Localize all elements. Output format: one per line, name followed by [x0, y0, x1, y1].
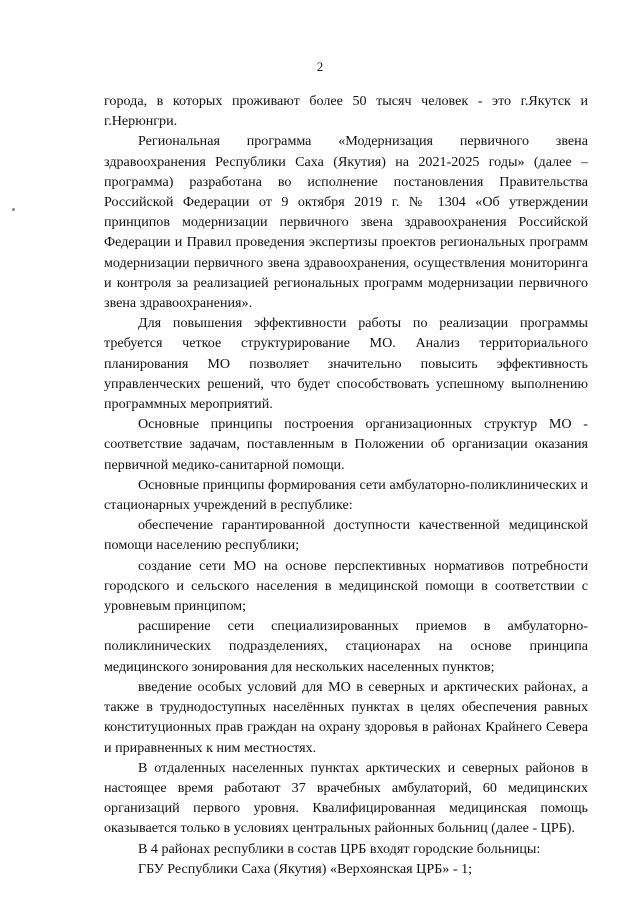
margin-mark — [12, 208, 15, 211]
paragraph-6: В отдаленных населенных пунктах арктических и северных районов в настоящее время работают 37 врачебных амбулаторий, 60 медицинских организаций первого уровня. Квалифицированная медицинская помощь оказывается только в условиях центральных районных больниц (далее - ЦРБ). — [104, 759, 588, 837]
page-number: 2 — [316, 59, 324, 74]
list-item-3: расширение сети специализированных приемов в амбулаторно-поликлинических подразделениях, стационарах на основе принципа медицинского зонирования для нескольких населенных пунктов; — [104, 618, 588, 675]
list-item-1: обеспечение гарантированной доступности качественной медицинской помощи населению республики; — [104, 517, 588, 554]
paragraph-3: Для повышения эффективности работы по реализации программы требуется четкое структурирование МО. Анализ территориального планирования МО позволяет значительно повысить эффективность управленческих решений, что будет способствовать успешному выполнению программных мероприятий. — [104, 315, 588, 413]
paragraph-8: ГБУ Республики Саха (Якутия) «Верхоянская ЦРБ» - 1; — [138, 860, 473, 877]
paragraph-2: Региональная программа «Модернизация первичного звена здравоохранения Республики Саха (Якутия) на 2021-2025 годы» (далее – программа) разработана во исполнение постановления Правительства Российской Федерации от 9 октября 2019 г. № 1304 «Об утверждении принципов модернизации первичного звена здравоохранения Российской Федерации и Правил проведения экспертизы проектов региональных программ модернизации первичного звена здравоохранения, осуществления мониторинга и контроля за реализацией региональных программ модернизации первичного звена здравоохранения». — [104, 133, 588, 312]
document-body — [104, 91, 588, 879]
paragraph-4: Основные принципы построения организационных структур МО - соответствие задачам, поставленным в Положении об организации оказания первичной медико-санитарной помощи. — [104, 416, 588, 473]
paragraph-5: Основные принципы формирования сети амбулаторно-поликлинических и стационарных учреждений в республике: — [104, 476, 588, 514]
paragraph-1: города, в которых проживают более 50 тысяч человек - это г.Якутск и г.Нерюнгри. — [104, 93, 588, 130]
paragraph-7: В 4 районах республики в состав ЦРБ входят городские больницы: — [138, 840, 541, 857]
list-item-2: создание сети МО на основе перспективных нормативов потребности городского и сельского населения в медицинской помощи в соответствии с уровневым принципом; — [104, 557, 588, 615]
list-item-4: введение особых условий для МО в северных и арктических районах, а также в труднодоступных населённых пунктах в целях обеспечения равных конституционных прав граждан на охрану здоровья в районах Крайнего Севера и приравненных к ним местностях. — [104, 678, 588, 756]
